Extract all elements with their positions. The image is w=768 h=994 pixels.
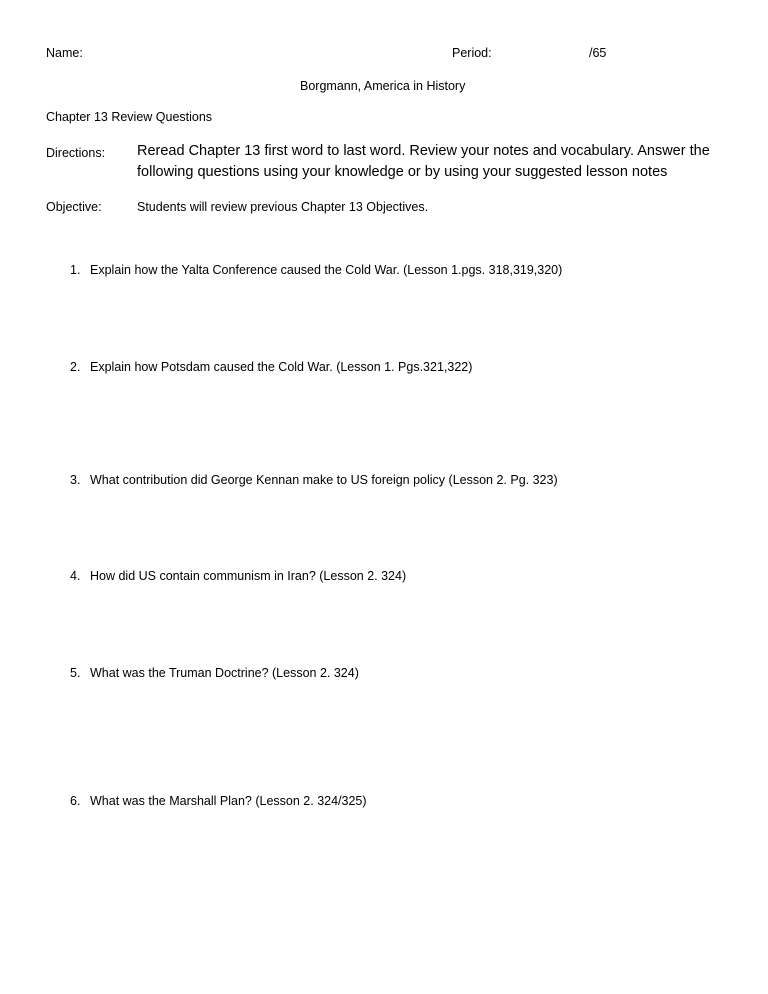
- question-number: 1.: [70, 263, 81, 277]
- period-label: Period:: [452, 46, 492, 60]
- question-number: 4.: [70, 569, 81, 583]
- directions-text: Reread Chapter 13 first word to last word. Review your notes and vocabulary. Answer the following questions using your knowledge or by using your suggested lesson notes: [137, 143, 710, 180]
- chapter-title: Chapter 13 Review Questions: [46, 110, 213, 124]
- question-text: How did US contain communism in Iran? (Lesson 2. 324): [90, 569, 407, 583]
- question-item: [70, 794, 367, 808]
- question-number: 3.: [70, 473, 81, 487]
- question-text: What was the Marshall Plan? (Lesson 2. 324/325): [90, 794, 367, 808]
- objective-text: Students will review previous Chapter 13 Objectives.: [137, 200, 429, 214]
- score-label: /65: [589, 46, 607, 60]
- question-item: [70, 666, 359, 680]
- question-text: Explain how the Yalta Conference caused the Cold War. (Lesson 1.pgs. 318,319,320): [90, 263, 563, 277]
- question-item: [70, 473, 558, 487]
- question-text: What was the Truman Doctrine? (Lesson 2. 324): [90, 666, 359, 680]
- question-text: Explain how Potsdam caused the Cold War. (Lesson 1. Pgs.321,322): [90, 360, 473, 374]
- objective-label: Objective:: [46, 200, 102, 214]
- question-item: [70, 360, 472, 374]
- question-number: 5.: [70, 666, 81, 680]
- course-title: Borgmann, America in History: [300, 79, 466, 93]
- directions-label: Directions:: [46, 146, 106, 160]
- name-label: Name:: [46, 46, 83, 60]
- question-number: 2.: [70, 360, 81, 374]
- question-number: 6.: [70, 794, 81, 808]
- question-text: What contribution did George Kennan make to US foreign policy (Lesson 2. Pg. 323): [90, 473, 558, 487]
- question-item: [70, 263, 562, 277]
- question-item: [70, 569, 406, 583]
